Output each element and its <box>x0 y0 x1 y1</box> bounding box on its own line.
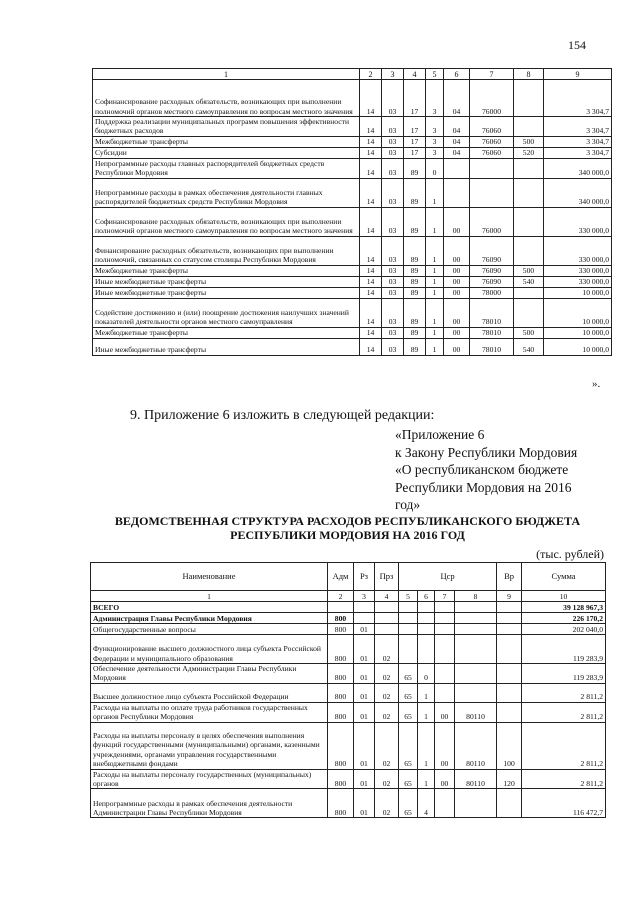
table-header-row <box>91 563 606 591</box>
column-number: 10 <box>522 591 606 602</box>
row-value-cell: 10 000,0 <box>544 298 612 327</box>
table-header-row <box>93 69 612 80</box>
row-name-cell: Непрограммные расходы главных распорядителей бюджетных средств Республики Мордовия <box>93 158 360 178</box>
table-row <box>93 147 612 158</box>
row-value-cell: 76000 <box>470 80 514 117</box>
row-name-cell: Иные межбюджетные трансферты <box>93 338 360 355</box>
column-number: 9 <box>497 591 522 602</box>
row-value-cell: 65 <box>399 722 418 769</box>
row-value-cell <box>497 664 522 684</box>
row-value-cell: 1 <box>426 338 444 355</box>
row-value-cell: 1 <box>426 265 444 276</box>
table-row <box>91 602 606 613</box>
header-adm: Адм <box>328 563 354 591</box>
row-value-cell: 800 <box>328 664 354 684</box>
row-value-cell <box>418 613 435 624</box>
row-value-cell: 39 128 967,3 <box>522 602 606 613</box>
row-value-cell: 202 040,0 <box>522 624 606 635</box>
row-value-cell: 00 <box>444 265 470 276</box>
row-value-cell <box>435 613 455 624</box>
row-value-cell: 3 <box>426 136 444 147</box>
row-value-cell: 800 <box>328 702 354 722</box>
row-value-cell: 226 170,2 <box>522 613 606 624</box>
row-value-cell: 78010 <box>470 338 514 355</box>
row-value-cell <box>497 624 522 635</box>
row-value-cell: 3 <box>426 117 444 137</box>
row-value-cell: 2 811,2 <box>522 769 606 789</box>
row-value-cell: 4 <box>418 789 435 818</box>
appendix-header-line: «Приложение 6 <box>395 427 485 442</box>
row-value-cell: 03 <box>382 147 404 158</box>
column-number: 1 <box>93 69 360 80</box>
row-value-cell <box>354 602 375 613</box>
row-value-cell: 02 <box>375 789 399 818</box>
row-value-cell <box>455 683 497 702</box>
row-value-cell <box>497 702 522 722</box>
row-value-cell <box>435 789 455 818</box>
row-name-cell: Иные межбюджетные трансферты <box>93 287 360 298</box>
table-row <box>93 338 612 355</box>
row-value-cell: 540 <box>514 276 544 287</box>
row-value-cell: 78010 <box>470 327 514 338</box>
row-value-cell: 89 <box>404 287 426 298</box>
row-value-cell: 3 <box>426 147 444 158</box>
document-title <box>90 514 605 542</box>
row-value-cell <box>455 624 497 635</box>
table-row <box>93 287 612 298</box>
row-name-cell: Расходы на выплаты персоналу в целях обеспечения выполнения функций государственными (муниципальными) органами, казенными учреждениями, органами управления государственными внебюджетными фондами <box>91 722 328 769</box>
row-value-cell <box>418 635 435 664</box>
row-value-cell: 01 <box>354 683 375 702</box>
row-value-cell <box>375 624 399 635</box>
row-value-cell: 340 000,0 <box>544 178 612 207</box>
table-row <box>93 178 612 207</box>
units-label: (тыс. рублей) <box>536 547 604 561</box>
row-name-cell: Софинансирование расходных обязательств, возникающих при выполнении полномочий органов местного самоуправления по вопросам местного значения <box>93 207 360 236</box>
row-value-cell: 540 <box>514 338 544 355</box>
row-value-cell: 03 <box>382 178 404 207</box>
header-rz: Рз <box>354 563 375 591</box>
row-value-cell: 01 <box>354 789 375 818</box>
departmental-structure-table <box>90 562 606 818</box>
row-value-cell: 04 <box>444 117 470 137</box>
row-name-cell: ВСЕГО <box>91 602 328 613</box>
row-value-cell <box>470 178 514 207</box>
row-value-cell: 520 <box>514 147 544 158</box>
row-value-cell: 00 <box>444 276 470 287</box>
row-value-cell: 14 <box>360 158 382 178</box>
row-value-cell: 330 000,0 <box>544 276 612 287</box>
row-value-cell: 3 <box>426 80 444 117</box>
row-value-cell: 17 <box>404 136 426 147</box>
row-value-cell: 01 <box>354 702 375 722</box>
row-value-cell <box>455 602 497 613</box>
row-value-cell: 14 <box>360 80 382 117</box>
column-number: 7 <box>470 69 514 80</box>
table-row <box>93 298 612 327</box>
row-value-cell: 00 <box>444 236 470 265</box>
row-value-cell <box>399 602 418 613</box>
column-number: 6 <box>444 69 470 80</box>
row-value-cell: 500 <box>514 136 544 147</box>
table-row <box>93 158 612 178</box>
row-value-cell: 04 <box>444 147 470 158</box>
table-row <box>93 236 612 265</box>
row-value-cell: 1 <box>418 769 435 789</box>
row-value-cell <box>444 178 470 207</box>
column-number: 5 <box>399 591 418 602</box>
row-value-cell <box>514 178 544 207</box>
row-name-cell: Иные межбюджетные трансферты <box>93 276 360 287</box>
row-value-cell: 119 283,9 <box>522 664 606 684</box>
row-value-cell <box>455 635 497 664</box>
amendment-item <box>130 408 434 424</box>
row-value-cell: 02 <box>375 702 399 722</box>
item-number: 9. <box>130 408 141 423</box>
row-value-cell: 02 <box>375 683 399 702</box>
row-value-cell: 14 <box>360 298 382 327</box>
row-value-cell: 3 304,7 <box>544 117 612 137</box>
row-name-cell: Содействие достижению и (или) поощрение достижения наилучших значений показателей деятельности органов местного самоуправления <box>93 298 360 327</box>
row-value-cell: 76060 <box>470 117 514 137</box>
row-value-cell: 76090 <box>470 265 514 276</box>
row-name-cell: Расходы на выплаты по оплате труда работников государственных органов Республики Мордовия <box>91 702 328 722</box>
row-value-cell: 0 <box>426 158 444 178</box>
row-value-cell <box>497 613 522 624</box>
title-line: РЕСПУБЛИКИ МОРДОВИЯ НА 2016 ГОД <box>230 528 465 542</box>
row-value-cell: 17 <box>404 117 426 137</box>
row-value-cell: 00 <box>444 327 470 338</box>
row-value-cell: 65 <box>399 769 418 789</box>
row-value-cell: 78010 <box>470 298 514 327</box>
column-number: 6 <box>418 591 435 602</box>
row-value-cell: 76090 <box>470 276 514 287</box>
row-value-cell: 14 <box>360 117 382 137</box>
row-value-cell: 04 <box>444 136 470 147</box>
table-row <box>93 136 612 147</box>
header-sum: Сумма <box>522 563 606 591</box>
row-value-cell: 2 811,2 <box>522 722 606 769</box>
row-name-cell: Финансирование расходных обязательств, возникающих при выполнении полномочий, связанных со статусом столицы Республики Мордовия <box>93 236 360 265</box>
row-value-cell: 80110 <box>455 769 497 789</box>
table-row <box>91 789 606 818</box>
row-value-cell: 80110 <box>455 702 497 722</box>
row-value-cell: 01 <box>354 635 375 664</box>
row-name-cell: Общегосударственные вопросы <box>91 624 328 635</box>
appendix-header-line: Республики Мордовия на 2016 <box>395 479 572 495</box>
row-value-cell: 03 <box>382 158 404 178</box>
row-value-cell <box>435 624 455 635</box>
appendix-header-line: год» <box>395 497 421 512</box>
table-row <box>91 769 606 789</box>
row-name-cell: Обеспечение деятельности Администрации Главы Республики Мордовия <box>91 664 328 684</box>
row-value-cell: 03 <box>382 338 404 355</box>
row-value-cell: 10 000,0 <box>544 338 612 355</box>
header-prz: Прз <box>375 563 399 591</box>
row-value-cell: 02 <box>375 722 399 769</box>
row-value-cell: 14 <box>360 147 382 158</box>
row-value-cell: 800 <box>328 613 354 624</box>
row-value-cell <box>455 789 497 818</box>
row-value-cell <box>418 624 435 635</box>
row-value-cell <box>497 635 522 664</box>
row-value-cell: 78000 <box>470 287 514 298</box>
row-value-cell: 1 <box>426 287 444 298</box>
row-value-cell <box>455 613 497 624</box>
row-value-cell: 14 <box>360 136 382 147</box>
row-value-cell: 14 <box>360 287 382 298</box>
row-name-cell: Межбюджетные трансферты <box>93 136 360 147</box>
table-row <box>93 265 612 276</box>
row-value-cell: 76090 <box>470 236 514 265</box>
row-value-cell: 14 <box>360 207 382 236</box>
row-value-cell <box>497 789 522 818</box>
row-value-cell: 65 <box>399 664 418 684</box>
row-value-cell: 03 <box>382 207 404 236</box>
row-value-cell: 01 <box>354 664 375 684</box>
row-value-cell: 2 811,2 <box>522 683 606 702</box>
row-value-cell: 03 <box>382 287 404 298</box>
row-value-cell <box>497 602 522 613</box>
row-value-cell <box>399 635 418 664</box>
row-value-cell: 1 <box>426 236 444 265</box>
row-value-cell: 89 <box>404 158 426 178</box>
table-row <box>93 207 612 236</box>
row-value-cell <box>435 602 455 613</box>
row-value-cell <box>514 236 544 265</box>
row-value-cell <box>497 683 522 702</box>
appendix-header <box>395 426 577 514</box>
row-value-cell: 01 <box>354 769 375 789</box>
table-row <box>93 276 612 287</box>
table-row <box>91 613 606 624</box>
row-value-cell: 65 <box>399 683 418 702</box>
row-value-cell: 1 <box>418 683 435 702</box>
row-value-cell: 17 <box>404 80 426 117</box>
row-value-cell <box>435 664 455 684</box>
row-value-cell: 01 <box>354 722 375 769</box>
column-number: 8 <box>455 591 497 602</box>
row-value-cell: 800 <box>328 769 354 789</box>
row-value-cell: 14 <box>360 276 382 287</box>
appropriations-table-continuation <box>92 68 612 356</box>
row-value-cell: 65 <box>399 702 418 722</box>
page-number: 154 <box>568 38 586 52</box>
row-value-cell <box>435 635 455 664</box>
row-value-cell: 00 <box>444 287 470 298</box>
row-value-cell: 89 <box>404 207 426 236</box>
row-value-cell: 00 <box>435 722 455 769</box>
row-value-cell: 1 <box>426 178 444 207</box>
row-value-cell: 89 <box>404 327 426 338</box>
column-number: 4 <box>375 591 399 602</box>
column-numbers-row <box>91 591 606 602</box>
row-value-cell <box>514 117 544 137</box>
row-value-cell: 0 <box>418 664 435 684</box>
row-name-cell: Межбюджетные трансферты <box>93 265 360 276</box>
column-number: 5 <box>426 69 444 80</box>
table-row <box>93 117 612 137</box>
row-value-cell <box>328 602 354 613</box>
row-value-cell <box>514 287 544 298</box>
row-value-cell: 1 <box>426 207 444 236</box>
column-number: 2 <box>360 69 382 80</box>
table-row <box>91 722 606 769</box>
column-number: 9 <box>544 69 612 80</box>
row-value-cell: 3 304,7 <box>544 136 612 147</box>
row-value-cell: 1 <box>426 327 444 338</box>
row-value-cell: 76000 <box>470 207 514 236</box>
row-value-cell: 10 000,0 <box>544 287 612 298</box>
row-value-cell: 10 000,0 <box>544 327 612 338</box>
row-value-cell: 00 <box>435 702 455 722</box>
row-value-cell: 01 <box>354 624 375 635</box>
row-name-cell: Поддержка реализации муниципальных программ повышения эффективности бюджетных расходов <box>93 117 360 137</box>
row-value-cell: 120 <box>497 769 522 789</box>
row-value-cell: 800 <box>328 624 354 635</box>
row-value-cell <box>514 298 544 327</box>
row-name-cell: Высшее должностное лицо субъекта Российской Федерации <box>91 683 328 702</box>
header-vr: Вр <box>497 563 522 591</box>
row-value-cell: 330 000,0 <box>544 236 612 265</box>
table-row <box>91 702 606 722</box>
row-value-cell <box>435 683 455 702</box>
row-value-cell: 03 <box>382 265 404 276</box>
row-value-cell: 03 <box>382 327 404 338</box>
row-value-cell: 14 <box>360 338 382 355</box>
row-value-cell: 00 <box>444 207 470 236</box>
row-value-cell: 800 <box>328 635 354 664</box>
row-name-cell: Функционирование высшего должностного лица субъекта Российской Федерации и муниципального образования <box>91 635 328 664</box>
row-value-cell: 100 <box>497 722 522 769</box>
table-row <box>93 80 612 117</box>
table-row <box>93 327 612 338</box>
table-row <box>91 635 606 664</box>
title-line: ВЕДОМСТВЕННАЯ СТРУКТУРА РАСХОДОВ РЕСПУБЛИКАНСКОГО БЮДЖЕТА <box>114 514 581 528</box>
row-value-cell: 340 000,0 <box>544 158 612 178</box>
row-name-cell: Непрограммные расходы в рамках обеспечения деятельности Администрации Главы Республики Мордовия <box>91 789 328 818</box>
table-row <box>91 624 606 635</box>
row-value-cell: 89 <box>404 265 426 276</box>
row-value-cell: 76060 <box>470 136 514 147</box>
row-value-cell: 00 <box>444 298 470 327</box>
row-value-cell: 89 <box>404 178 426 207</box>
row-value-cell <box>514 207 544 236</box>
row-value-cell: 14 <box>360 178 382 207</box>
row-value-cell: 500 <box>514 265 544 276</box>
row-name-cell: Расходы на выплаты персоналу государственных (муниципальных) органов <box>91 769 328 789</box>
row-value-cell <box>375 613 399 624</box>
row-value-cell: 89 <box>404 338 426 355</box>
row-value-cell: 00 <box>444 338 470 355</box>
appendix-header-line: «О республиканском бюджете <box>395 462 569 477</box>
row-name-cell: Софинансирование расходных обязательств, возникающих при выполнении полномочий органов местного самоуправления по вопросам местного значения <box>93 80 360 117</box>
appendix-header-line: к Закону Республики Мордовия <box>395 444 578 460</box>
column-number: 4 <box>404 69 426 80</box>
row-value-cell: 65 <box>399 789 418 818</box>
row-value-cell: 00 <box>435 769 455 789</box>
column-number: 8 <box>514 69 544 80</box>
row-value-cell: 330 000,0 <box>544 207 612 236</box>
row-value-cell <box>418 602 435 613</box>
row-value-cell: 3 304,7 <box>544 80 612 117</box>
row-value-cell: 89 <box>404 298 426 327</box>
header-csr: Цср <box>399 563 497 591</box>
row-value-cell: 03 <box>382 117 404 137</box>
row-value-cell: 500 <box>514 327 544 338</box>
row-value-cell: 03 <box>382 136 404 147</box>
column-number: 1 <box>91 591 328 602</box>
header-name: Наименование <box>91 563 328 591</box>
row-value-cell <box>514 80 544 117</box>
closing-quote-mark: ». <box>592 378 601 390</box>
row-value-cell: 1 <box>418 722 435 769</box>
row-value-cell <box>399 624 418 635</box>
row-value-cell: 17 <box>404 147 426 158</box>
row-value-cell: 89 <box>404 276 426 287</box>
row-value-cell: 03 <box>382 276 404 287</box>
row-value-cell: 119 283,9 <box>522 635 606 664</box>
row-value-cell: 800 <box>328 683 354 702</box>
row-name-cell: Субсидии <box>93 147 360 158</box>
row-value-cell <box>399 613 418 624</box>
row-value-cell <box>514 158 544 178</box>
row-value-cell: 02 <box>375 664 399 684</box>
row-value-cell: 76060 <box>470 147 514 158</box>
row-name-cell: Межбюджетные трансферты <box>93 327 360 338</box>
row-value-cell: 800 <box>328 722 354 769</box>
row-value-cell: 02 <box>375 769 399 789</box>
row-name-cell: Администрация Главы Республики Мордовия <box>91 613 328 624</box>
row-name-cell: Непрограммные расходы в рамках обеспечения деятельности главных распорядителей бюджетных средств Республики Мордовия <box>93 178 360 207</box>
row-value-cell: 89 <box>404 236 426 265</box>
row-value-cell: 03 <box>382 236 404 265</box>
row-value-cell: 03 <box>382 80 404 117</box>
item-text: Приложение 6 изложить в следующей редакции: <box>144 408 435 423</box>
row-value-cell: 1 <box>426 276 444 287</box>
row-value-cell: 14 <box>360 265 382 276</box>
row-value-cell <box>375 602 399 613</box>
row-value-cell: 116 472,7 <box>522 789 606 818</box>
row-value-cell: 03 <box>382 298 404 327</box>
row-value-cell: 80110 <box>455 722 497 769</box>
row-value-cell: 02 <box>375 635 399 664</box>
row-value-cell <box>470 158 514 178</box>
column-number: 2 <box>328 591 354 602</box>
row-value-cell: 1 <box>418 702 435 722</box>
row-value-cell <box>354 613 375 624</box>
row-value-cell: 04 <box>444 80 470 117</box>
table-row <box>91 683 606 702</box>
row-value-cell: 330 000,0 <box>544 265 612 276</box>
column-number: 3 <box>354 591 375 602</box>
row-value-cell: 800 <box>328 789 354 818</box>
row-value-cell <box>444 158 470 178</box>
row-value-cell: 2 811,2 <box>522 702 606 722</box>
row-value-cell: 1 <box>426 298 444 327</box>
column-number: 7 <box>435 591 455 602</box>
table-row <box>91 664 606 684</box>
column-number: 3 <box>382 69 404 80</box>
row-value-cell <box>455 664 497 684</box>
row-value-cell: 3 304,7 <box>544 147 612 158</box>
row-value-cell: 14 <box>360 327 382 338</box>
row-value-cell: 14 <box>360 236 382 265</box>
